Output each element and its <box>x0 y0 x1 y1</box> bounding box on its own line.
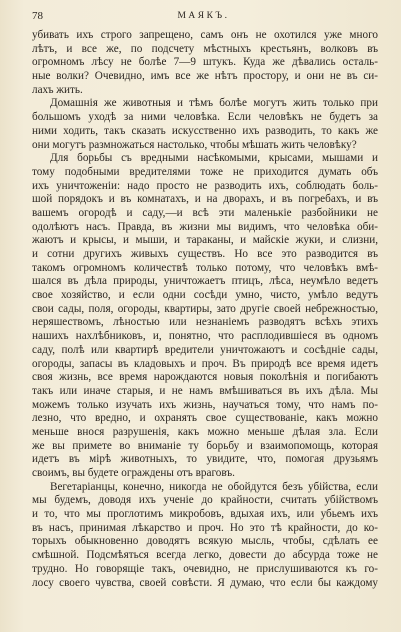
text-line: огороды, запасы въ кладовыхъ и проч. Въ природѣ все время идетъ <box>32 357 378 370</box>
text-line: неряшествомъ, лѣностью или незнаніемъ разводятъ всѣхъ этихъ <box>32 316 378 329</box>
text-line: саду, полѣ или квартирѣ вредители уничтожаютъ и сосѣдніе сады, <box>32 343 378 356</box>
text-line: лахъ жить. <box>32 83 83 96</box>
text-line: трудно. Но говорящіе такъ, очевидно, не прислушиваются къ го- <box>32 562 378 575</box>
text-line: смѣшной. Подсмѣяться всегда легко, довести до абсурда тоже не <box>32 549 378 562</box>
text-line: одолѣютъ насъ. Правда, въ жизни мы видимъ, что человѣка оби- <box>32 220 378 233</box>
text-line: они могутъ размножаться настолько, чтобы мѣшать жить человѣку? <box>32 138 357 151</box>
text-line: идетъ въ мірѣ животныхъ, то увидите, что, помогая друзьямъ <box>32 453 378 466</box>
text-line: Вегетаріанцы, конечно, никогда не обойдутся безъ убійства, если <box>50 480 378 493</box>
text-line: ные волки? Очевидно, имъ все же нѣтъ простору, и они не въ си- <box>32 70 378 83</box>
text-line: шался въ дѣла природы, уничтожаетъ птицъ, лѣса, неумѣло ведетъ <box>32 275 378 288</box>
text-line: ними ходить, такъ сказать искусственно ихъ разводить, то какъ же <box>32 124 378 137</box>
text-line: такомъ огромномъ количествѣ только потому, что человѣкъ вмѣ- <box>32 261 378 274</box>
page-number: 78 <box>32 10 43 22</box>
text-line: лезно, что вредно, и охранять свое существованіе, какъ можно <box>32 412 378 425</box>
text-line: лосу своего чувства, своей совѣсти. Я думаю, что если бы каждому <box>32 576 378 589</box>
text-line: ихъ уничтоженіи: надо просто не разводить ихъ, соблюдать боль- <box>32 179 378 192</box>
text-line: торыхъ обыкновенно доводятъ всякую мысль, чтобы, сдѣлать ее <box>32 535 378 548</box>
text-line: свои сады, поля, огороды, квартиры, зато другіе своей небрежностью, <box>32 302 378 315</box>
text-line: Домашнія же животныя и тѣмъ болѣе могутъ жить только при <box>50 97 378 110</box>
text-line: мы будемъ, доводя ихъ ученіе до крайности, считать убійствомъ <box>32 494 378 507</box>
text-line: можемъ только изучать ихъ жизнь, научаться тому, что намъ по- <box>32 398 378 411</box>
text-line: жаютъ и крысы, и мыши, и тараканы, и майскіе жуки, и слизни, <box>32 234 378 247</box>
text-line: меньше внося разрушенія, какъ можно меньше дѣлая зла. Если <box>32 425 378 438</box>
text-line: большомъ уходѣ за ними человѣка. Если человѣкъ не будетъ за <box>32 111 378 124</box>
text-line: Для борьбы съ вредными насѣкомыми, крысами, мышами и <box>50 152 378 165</box>
text-line: такъ или иначе старыя, и не намъ вмѣшиваться въ ихъ дѣла. Мы <box>32 384 378 397</box>
text-line: огромномъ лѣсу не болѣе 7—9 штукъ. Куда же дѣвались осталь- <box>32 56 378 69</box>
text-line: въ насъ, принимая лѣкарство и проч. Но это тѣ крайности, до ко- <box>32 521 378 534</box>
text-line: убивать ихъ строго запрещено, самъ онъ не охотился уже много <box>32 29 378 41</box>
text-line: своимъ, вы будете ограждены отъ враговъ. <box>32 467 235 479</box>
text-line: своя жизнь, все время нарождаются новыя поколѣнія и погибаютъ <box>32 371 378 384</box>
text-line: и то, что мы проглотимъ микробовъ, вдыхая ихъ, или убьемъ ихъ <box>32 508 378 521</box>
text-line: вашемъ огородѣ и саду,—и всѣ эти маленькіе разбойники не <box>32 206 378 219</box>
text-line: свое хозяйство, и если одни сосѣди умно, чисто, умѣло ведутъ <box>32 289 378 302</box>
running-title: МАЯКЪ. <box>177 11 230 21</box>
text-line: и сотни другихъ живыхъ существъ. Но все это разводится въ <box>32 248 378 260</box>
body-text <box>32 29 378 590</box>
text-line: тому подобными вредителями тоже не приходится думать объ <box>32 165 378 178</box>
text-line: шой порядокъ и въ комнатахъ, и на дворахъ, и въ погребахъ, и въ <box>32 193 378 206</box>
page-header <box>32 10 375 26</box>
text-line: нашихъ нахлѣбниковъ, и, понятно, что расплодившіеся въ одномъ <box>32 330 378 343</box>
text-line: лѣтъ, и все же, по подсчету мѣстныхъ крестьянъ, волковъ въ <box>32 42 378 55</box>
text-line: же вы примете во вниманіе ту борьбу и взаимопомощь, которая <box>32 439 378 452</box>
